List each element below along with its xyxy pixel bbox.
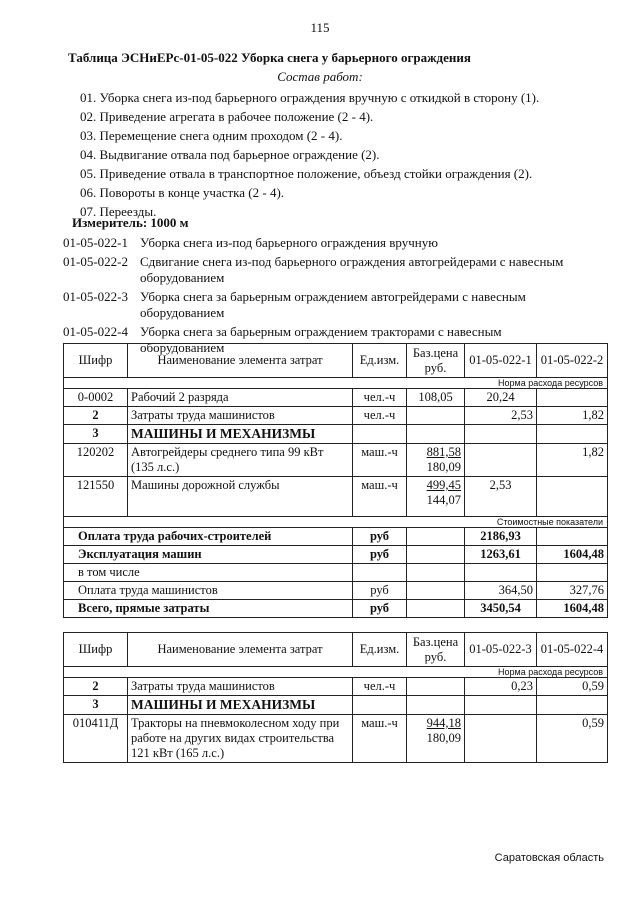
cell-name: Машины дорожной службы [128,477,353,517]
code-row [63,289,583,321]
cell-code: 3 [64,696,128,715]
summary-row [64,564,608,582]
work-item: 01. Уборка снега из-под барьерного ограждения вручную с откидкой в сторону (1). [80,90,540,105]
summary-unit: руб [353,582,407,600]
cell-value-2: 0,59 [537,715,608,763]
header-col-2: 01-05-022-2 [537,344,608,378]
cell-value-1: 0,23 [465,678,537,696]
cell-value-1: 2,53 [465,407,537,425]
code-desc: Уборка снега за барьерным ограждением тракторами с навесным оборудованием [140,324,502,355]
summary-name: Всего, прямые затраты [64,600,353,618]
measure-unit: Измеритель: 1000 м [72,215,189,230]
cell-unit: чел.-ч [353,389,407,407]
summary-price [407,546,465,564]
cell-value-2 [537,696,608,715]
norm-label: Норма расхода ресурсов [64,378,608,389]
summary-name: в том числе [64,564,353,582]
cell-value-1 [465,425,537,444]
cell-code: 0-0002 [64,389,128,407]
summary-value-2: 327,76 [537,582,608,600]
cell-name: Автогрейдеры среднего типа 99 кВт (135 л.с.) [128,444,353,477]
cell-unit: маш.-ч [353,715,407,763]
work-item: 07. Переезды. [80,204,157,219]
summary-value-2: 1604,48 [537,600,608,618]
cell-code: 010411Д [64,715,128,763]
cell-value-1 [465,696,537,715]
summary-unit: руб [353,600,407,618]
summary-row [64,528,608,546]
summary-value-1: 1263,61 [465,546,537,564]
work-item: 06. Повороты в конце участка (2 - 4). [80,185,285,200]
header-code: Шифр [64,633,128,667]
summary-name: Эксплуатация машин [64,546,353,564]
cell-value-2 [537,425,608,444]
summary-value-1 [465,564,537,582]
summary-price [407,528,465,546]
code-desc: Уборка снега из-под барьерного ограждения вручную [140,235,438,250]
cell-unit: маш.-ч [353,477,407,517]
cell-unit: чел.-ч [353,407,407,425]
cell-price [407,407,465,425]
table-row [64,389,608,407]
cell-value-2 [537,389,608,407]
header-code: Шифр [64,344,128,378]
code-id: 01-05-022-3 [63,289,128,304]
header-col-2: 01-05-022-4 [537,633,608,667]
summary-value-1: 2186,93 [465,528,537,546]
price-base: 499,45 [426,478,461,492]
summary-value-2: 1604,48 [537,546,608,564]
table-row [64,678,608,696]
work-item: 04. Выдвигание отвала под барьерное ограждение (2). [80,147,380,162]
table-row [64,696,608,715]
cell-price [407,425,465,444]
summary-value-1: 364,50 [465,582,537,600]
code-id: 01-05-022-4 [63,324,128,339]
price-wage: 180,09 [426,731,461,745]
price-wage: 144,07 [426,493,461,507]
code-row [63,254,583,286]
summary-price [407,582,465,600]
table-row [64,715,608,763]
code-id: 01-05-022-2 [63,254,128,269]
region-footer: Саратовская область [494,852,604,864]
header-name: Наименование элемента затрат [128,633,353,667]
cell-value-1 [465,444,537,477]
cell-unit [353,696,407,715]
summary-unit [353,564,407,582]
table-row [64,444,608,477]
cell-price [407,696,465,715]
cell-value-2 [537,477,608,517]
cell-unit: маш.-ч [353,444,407,477]
table-title: Таблица ЭСНиЕРс-01-05-022 Уборка снега у барьерного ограждения [68,50,471,65]
summary-price [407,564,465,582]
code-desc: Сдвигание снега из-под барьерного ограждения автогрейдерами с навесным оборудованием [140,254,564,285]
table-row [64,407,608,425]
summary-unit: руб [353,528,407,546]
works-list [80,88,539,221]
summary-value-2 [537,564,608,582]
summary-row [64,546,608,564]
cell-value-2: 1,82 [537,407,608,425]
cell-name: Рабочий 2 разряда [128,389,353,407]
summary-name: Оплата труда машинистов [64,582,353,600]
cost-label: Стоимостные показатели [64,517,608,528]
summary-value-1: 3450,54 [465,600,537,618]
cell-code: 120202 [64,444,128,477]
summary-row [64,600,608,618]
summary-name: Оплата труда рабочих-строителей [64,528,353,546]
cell-name: МАШИНЫ И МЕХАНИЗМЫ [128,696,353,715]
code-id: 01-05-022-1 [63,235,128,250]
summary-price [407,600,465,618]
resource-table-2 [63,632,608,763]
header-col-1: 01-05-022-1 [465,344,537,378]
cell-value-1 [465,715,537,763]
works-subtitle: Состав работ: [277,69,363,84]
header-price: Баз.цена руб. [407,344,465,378]
cell-name: Затраты труда машинистов [128,678,353,696]
cell-value-2: 0,59 [537,678,608,696]
cell-price: 108,05 [407,389,465,407]
page-number: 115 [310,20,330,35]
price-wage: 180,09 [426,460,461,474]
table-row [64,425,608,444]
summary-value-2 [537,528,608,546]
header-price: Баз.цена руб. [407,633,465,667]
code-row [63,235,583,251]
cell-price [407,678,465,696]
resource-table-1 [63,343,608,618]
cell-value-1: 2,53 [465,477,537,517]
cell-price [407,444,465,477]
header-unit: Ед.изм. [353,344,407,378]
table-row [64,477,608,517]
cell-code: 3 [64,425,128,444]
cell-name: Тракторы на пневмоколесном ходу при работе на других видах строительства 121 кВт (165 л.с.) [128,715,353,763]
cell-name: Затраты труда машинистов [128,407,353,425]
cell-name: МАШИНЫ И МЕХАНИЗМЫ [128,425,353,444]
price-base: 881,58 [426,445,461,459]
work-item: 03. Перемещение снега одним проходом (2 - 4). [80,128,343,143]
codes-list [63,235,583,359]
summary-row [64,582,608,600]
cell-unit [353,425,407,444]
work-item: 05. Приведение отвала в транспортное положение, объезд стойки ограждения (2). [80,166,533,181]
cell-value-1: 20,24 [465,389,537,407]
cell-price [407,715,465,763]
cell-price [407,477,465,517]
work-item: 02. Приведение агрегата в рабочее положение (2 - 4). [80,109,374,124]
header-name: Наименование элемента затрат [128,344,353,378]
cell-code: 2 [64,678,128,696]
cell-code: 2 [64,407,128,425]
cell-value-2: 1,82 [537,444,608,477]
header-col-1: 01-05-022-3 [465,633,537,667]
price-base: 944,18 [426,716,461,730]
summary-unit: руб [353,546,407,564]
code-desc: Уборка снега за барьерным ограждением автогрейдерами с навесным оборудованием [140,289,526,320]
norm-label: Норма расхода ресурсов [64,667,608,678]
cell-unit: чел.-ч [353,678,407,696]
header-unit: Ед.изм. [353,633,407,667]
cell-code: 121550 [64,477,128,517]
